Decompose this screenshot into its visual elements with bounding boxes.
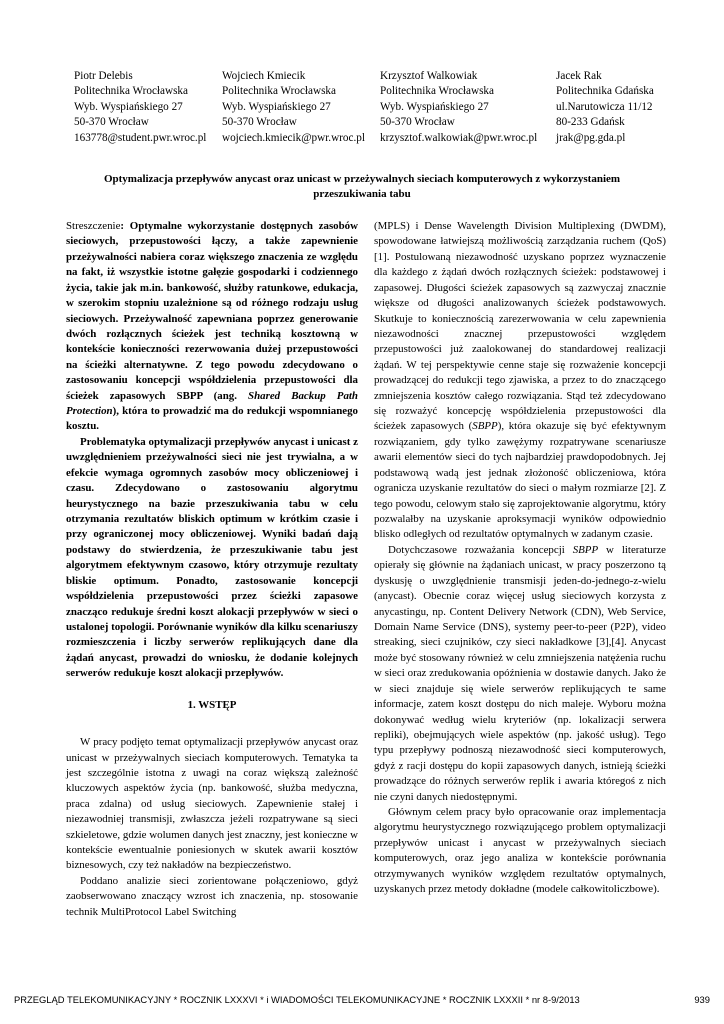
right-paragraph-1 [374,219,666,543]
right-text: Dotychczasowe rozważania koncepcji [388,543,573,556]
author-affiliation: Politechnika Wrocławska [222,85,336,98]
right-paragraph-2 [374,543,666,805]
author-affiliation: Politechnika Gdańska [556,85,654,98]
abstract-lead: Streszczenie [66,220,121,232]
right-text: (MPLS) i Dense Wavelength Division Multiplexing (DWDM), spowodowane łatwiejszą możliwością zarządzania ruchem (QoS) [1]. Postulowaną niezawodność uzyskano poprzez wyznaczenie dla każdego z żądań dwóch rozłącznych ścieżek: podstawowej i zapasowej. Długości ścieżek zapasowych są zazwyczaj znacznie większe od długości analizowanych ścieżek podstawowych. Skutkuje to koniecznością zarezerwowania w celu zapewnienia niezawodności znacznej przepustowości względem przepustowości już zaalokowanej do standardowej realizacji żądań. W tej perspektywie cenne staje się rozważenie koncepcji prowadzącej do redukcji tego zjawiska, a przez to do znaczącego zmniejszenia kosztów całego rozwiązania. Stąd też zdecydowano się rozważyć koncepcję współdzielenia przepustowości dla ścieżek zapasowych ( [374,220,666,433]
paper-title: Optymalizacja przepływów anycast oraz unicast w przeżywalnych sieciach komputerowych z wykorzystaniem przeszukiwania tabu [103,173,621,200]
author-street: ul.Narutowicza 11/12 [556,100,653,113]
author-street: Wyb. Wyspiańskiego 27 [74,100,183,113]
journal-info: PRZEGLĄD TELEKOMUNIKACYJNY * ROCZNIK LXXXVI * i WIADOMOŚCI TELEKOMUNIKACYJNE * ROCZNIK LXXXII * nr 8-9/2013 [14,994,580,1005]
author-name: Jacek Rak [556,70,602,82]
right-column [374,219,666,898]
page-number: 939 [694,994,710,1005]
right-paragraph-3: Głównym celem pracy było opracowanie oraz implementacja algorytmu heurystycznego rozwiązującego problem optymalizacji przepływów unicast i anycast w przeżywalnych sieciach komputerowych, oraz jego analiza w kontekście porównania otrzymywanych wyników względem rezultatów optymalnych, uzyskanych przez metody dokładne (modele całkowitoliczbowe). [374,806,666,896]
author-name: Krzysztof Walkowiak [380,70,478,82]
author-2 [222,69,365,146]
author-4 [556,69,654,146]
left-column [66,219,358,920]
intro-paragraph-2: Poddano analizie sieci zorientowane połączeniowo, gdyż zaobserwowano znaczący wzrost ich znaczenia, np. stosowanie technik MultiProtocol Label Switching [66,874,358,918]
abstract-paragraph-1 [66,219,358,435]
author-affiliation: Politechnika Wrocławska [74,85,188,98]
abstract-text: : Optymalne wykorzystanie dostępnych zasobów sieciowych, przepustowości łączy, a także zapewnienie przeżywalności nabiera coraz większego znaczenia ze względu na fakt, iż wszystkie istotne gałęzie gospodarki i codziennego życia, takie jak m.in. bankowość, służby ratunkowe, edukacja, w szerokim stopniu uzależnione są od różnego rodzaju usług sieciowych. Przeżywalność zapewniana poprzez generowanie dwóch rozłącznych ścieżek jest techniką kosztowną w kontekście konieczności rezerwowania dużej przepustowości na ścieżki alternatywne. Z tego powodu zdecydowano o zastosowaniu koncepcji współdzielenia przepustowości dla ścieżek zapasowych SBPP (ang. [66,220,358,402]
right-text-end: ), która okazuje się być efektywnym rozwiązaniem, gdy tylko zawężymy rozpatrywane scenariusze awarii elementów sieci do tych najbardziej prawdopodobnych. Jej podstawową wadą jest jednak złożoność obliczeniowa, która ogranicza uzyskanie rezultatów do sieci o małym rozmiarze [2]. Z tego powodu, celowym stało się zaprojektowanie algorytmu, który pozwalałby na uzyskanie aproksymacji wyników odpowiednio blisko odległych od rezultatów optymalnych w zadanym czasie. [374,420,666,541]
section-heading: 1. WSTĘP [187,698,237,711]
author-3 [380,69,537,146]
author-email: krzysztof.walkowiak@pwr.wroc.pl [380,131,538,144]
abstract-text-end: ), która to prowadzić ma do redukcji wspomnianego kosztu. [66,405,358,433]
right-italic: SBPP [572,543,599,556]
author-street: Wyb. Wyspiańskiego 27 [380,100,489,113]
author-city: 50-370 Wrocław [222,116,297,129]
author-email: wojciech.kmiecik@pwr.wroc.pl [222,131,365,144]
author-name: Wojciech Kmiecik [222,70,306,82]
abstract-italic: Shared Backup Path Protection [66,389,358,418]
right-italic: SBPP [472,420,498,433]
author-email: 163778@student.pwr.wroc.pl [74,131,207,144]
author-affiliation: Politechnika Wrocławska [380,85,494,98]
author-email: jrak@pg.gda.pl [556,131,626,144]
page-footer [14,994,710,1005]
author-street: Wyb. Wyspiańskiego 27 [222,100,331,113]
intro-paragraph-1: W pracy podjęto temat optymalizacji przepływów anycast oraz unicast w przeżywalnych sieciach komputerowych. Tematyka ta jest szczególnie istotna z uwagi na coraz większą zależność kluczowych aspektów życia (np. bankowość, służba medyczna, praca zdalna) od usług sieciowych. Zapewnienie stałej i niezawodniej transmisji, zwłaszcza jeżeli rozpatrywane są sieci szkieletowe, gdzie wolumen danych jest znaczny, jest konieczne w kontekście ewentualnie poniesionych w skutek awarii kosztów biznesowych, czy też nakładów na bezpieczeństwo. [66,736,358,872]
abstract-paragraph-2: Problematyka optymalizacji przepływów anycast i unicast z uwzględnieniem przeżywalności sieci nie jest trywialna, a w efekcie wymaga ogromnych zasobów mocy obliczeniowej i czasu. Zdecydowano o zastosowaniu algorytmu heurystycznego na bazie przeszukiwania tabu w celu otrzymania rezultatów bliskich optimum w krótkim czasie i przy ograniczonej mocy obliczeniowej. Wyniki badań dają podstawy do stwierdzenia, że przeszukiwanie tabu jest algorytmem efektywnym czasowo, który otrzymuje rezultaty bliskie optimum. Ponadto, zastosowanie koncepcji współdzielenia przepustowości przez ścieżki zapasowe znacząco redukuje średni koszt alokacji przepływów w sieci o ustalonej topologii. Porównanie wyników dla kilku scenariuszy rozmieszczenia i liczby serwerów replikujących dane dla żądań anycast, prowadzi do wniosku, że dodanie kolejnych serwerów redukuje koszt alokacji przepływów. [66,435,358,680]
author-1 [74,69,206,146]
author-city: 80-233 Gdańsk [556,116,625,129]
author-name: Piotr Delebis [74,70,133,82]
author-city: 50-370 Wrocław [74,116,149,129]
author-city: 50-370 Wrocław [380,116,455,129]
right-text-end: w literaturze opierały się głównie na żądaniach unicast, w pracy poszerzono tą dyskusję o uwzględnienie transmisji jeden-do-jednego-z-wielu (anycast). Obecnie coraz więcej usług sieciowych korzysta z anycastingu, np. Content Delivery Network (CDN), Web Service, Domain Name Service (DNS), systemy peer-to-peer (P2P), video streaking, sieci czujników, czy sieci nakładkowe [3],[4]. Anycast może być stosowany również w celu zmniejszenia natężenia ruchu w sieci oraz zredukowania opóźnienia w dostawie danych. Jako że w sieci znajduje się wiele serwerów replikujących te same informacje, zatem koszt dostępu do nich maleje. Wyboru można dokonywać według wielu kryteriów (np. lokalizacji serwera repliki), obejmujących wiele aspektów (np. jakość usług). Tego typu przepływy podnoszą niezawodność sieci komputerowych, gdyż z racji dostępu do kopii zapasowych danych, istnieją ścieżki prowadzące do różnych serwerów replik i awaria któregoś z nich nie czyni danych niedostępnymi. [374,543,667,803]
